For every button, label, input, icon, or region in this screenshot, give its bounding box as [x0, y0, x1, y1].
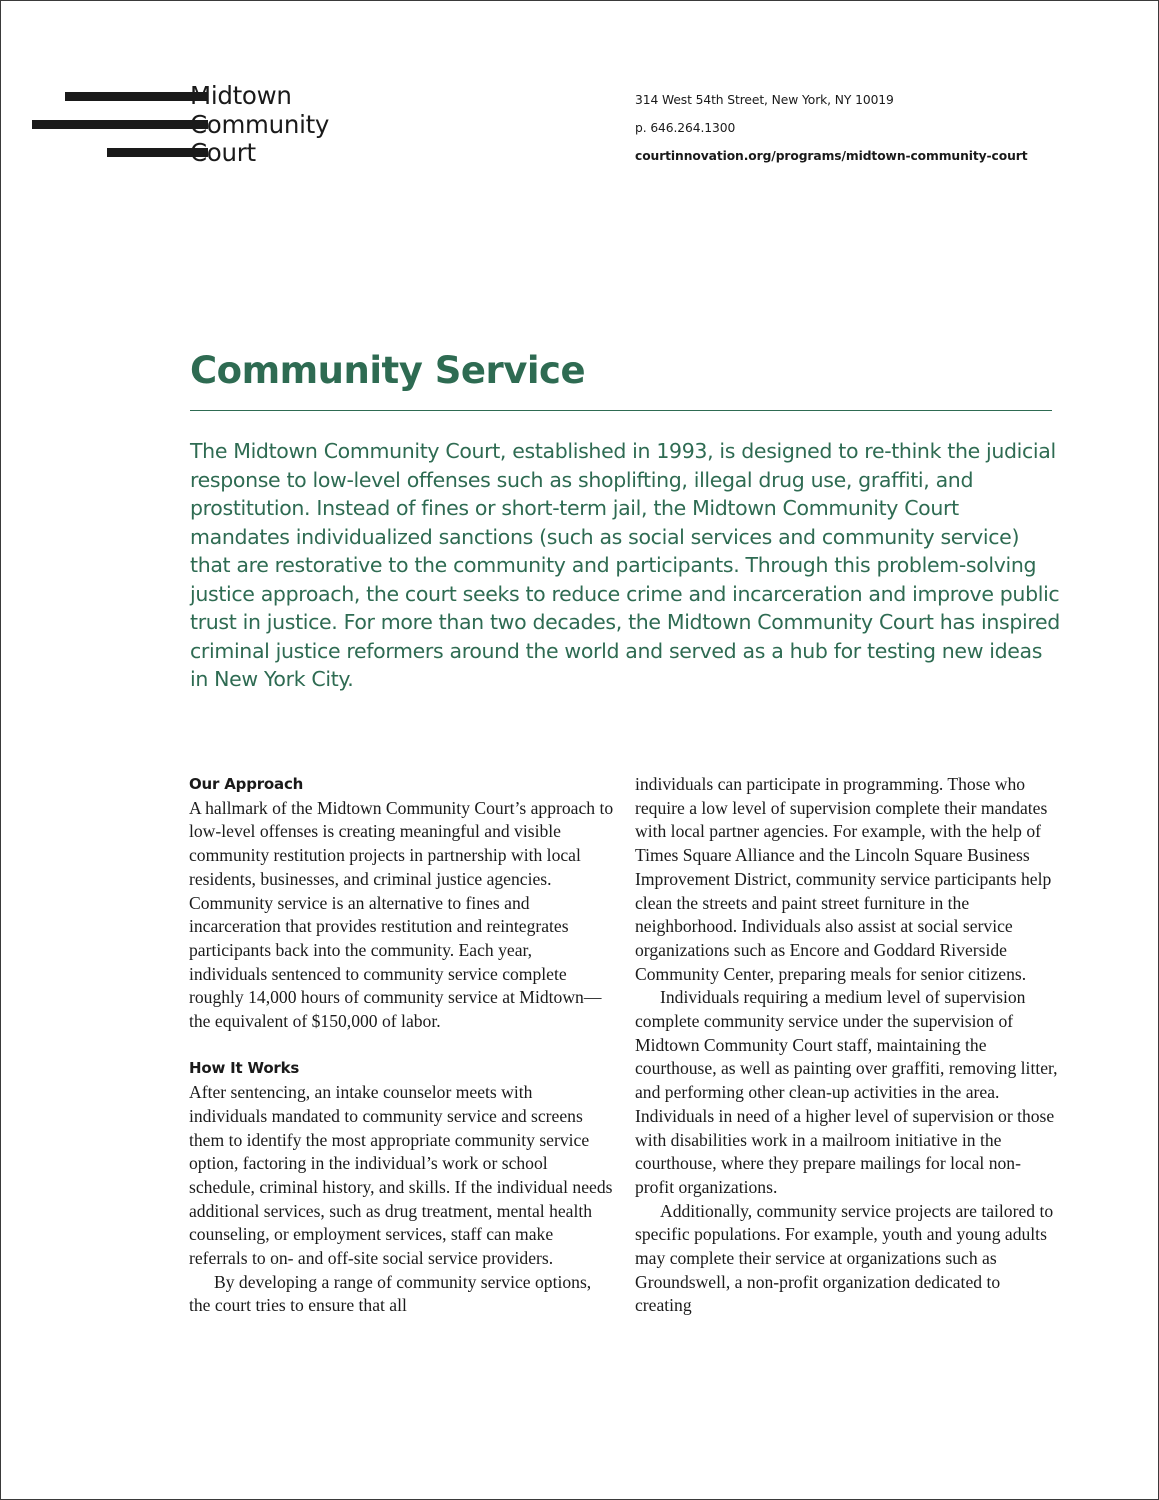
logo-bar-top — [65, 92, 208, 101]
approach-body: A hallmark of the Midtown Community Court’s approach to low-level offenses is creating meaningful and visible community restitution projects in partnership with local residents, businesses, and criminal justice agencies. Community service is an alternative to fines and incarceration that provides restitution and reintegrates participants back into the community. Each year, individuals sentenced to community service complete roughly 14,000 hours of community service at Midtown—the equivalent of $150,000 of labor. — [189, 797, 614, 1032]
how-it-works-para-1: After sentencing, an intake counselor meets with individuals mandated to community service and screens them to identify the most appropriate community service option, factoring in the individual’s work or school schedule, criminal history, and skills. If the individual needs additional services, such as drug treatment, mental health counseling, or employment services, staff can make referrals to on- and off-site social service providers. — [189, 1082, 613, 1269]
how-it-works-para-2: By developing a range of community service options, the court tries to ensure that all — [189, 1271, 592, 1316]
contact-url[interactable]: courtinnovation.org/programs/midtown-community-court — [635, 149, 1028, 163]
logo-wordmark — [190, 82, 329, 168]
logo-bar-middle — [32, 120, 208, 129]
how-it-works-para-4: Additionally, community service projects are tailored to specific populations. For example, youth and young adults may complete their service at organizations such as Groundswell, a non-profit organization dedicated to creating — [635, 1200, 1054, 1316]
page-title: Community Service — [190, 349, 586, 392]
logo-line-3: Court — [190, 138, 256, 167]
contact-block — [635, 90, 1028, 174]
heading-our-approach: Our Approach — [189, 775, 304, 793]
section-spacer — [189, 1034, 614, 1058]
how-it-works-para-3: Individuals requiring a medium level of supervision complete community service under the supervision of Midtown Community Court staff, maintaining the courthouse, as well as painting over graffiti, removing litter, and performing other clean-up activities in the area. Individuals in need of a higher level of supervision or those with disabilities work in a mailroom initiative in the courthouse, where they prepare mailings for local non-profit organizations. — [635, 987, 1058, 1197]
heading-how-it-works: How It Works — [189, 1059, 300, 1078]
left-column — [189, 773, 614, 1318]
title-divider — [190, 410, 1052, 411]
how-it-works-para-2-continued: individuals can participate in programming. Those who require a low level of supervision complete their mandates with local partner agencies. For example, with the help of Times Square Alliance and the Lincoln Square Business Improvement District, community service participants help clean the streets and paint street furniture in the neighborhood. Individuals also assist at social service organizations such as Encore and Goddard Riverside Community Center, preparing meals for senior citizens. — [635, 774, 1052, 984]
right-column — [635, 773, 1060, 1318]
lead-paragraph: The Midtown Community Court, established in 1993, is designed to re-think the judicial response to low-level offenses such as shoplifting, illegal drug use, graffiti, and prostitution. Instead of fines or short-term jail, the Midtown Community Court mandates individualized sanctions (such as social services and community service) that are restorative to the community and participants. Through this problem-solving justice approach, the court seeks to reduce crime and incarceration and improve public trust in justice. For more than two decades, the Midtown Community Court has inspired criminal justice reformers around the world and served as a hub for testing new ideas in New York City. — [190, 439, 1060, 691]
logo-line-1: Midtown — [190, 81, 292, 110]
logo-line-2: Community — [190, 109, 330, 139]
contact-address: 314 West 54th Street, New York, NY 10019 — [635, 93, 894, 107]
contact-phone: p. 646.264.1300 — [635, 121, 736, 135]
